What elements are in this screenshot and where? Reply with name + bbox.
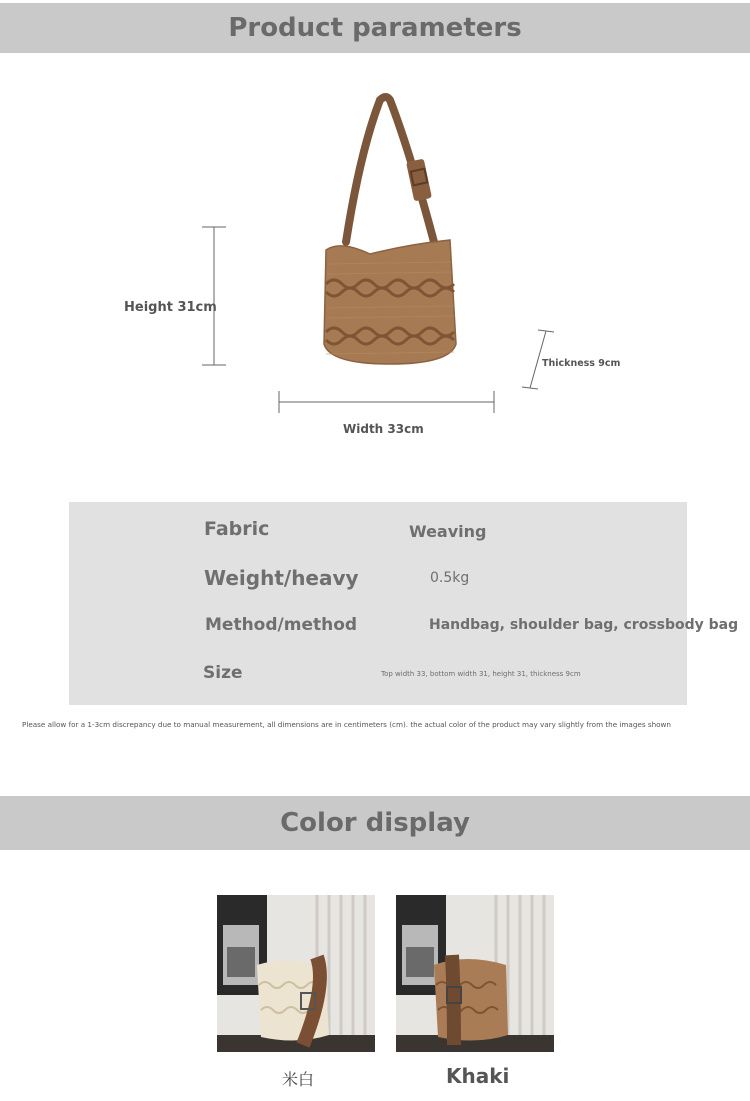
section-title: Color display xyxy=(280,808,470,838)
section-title: Product parameters xyxy=(228,13,522,43)
color-swatch-khaki[interactable] xyxy=(396,895,554,1052)
spec-label-method: Method/method xyxy=(205,615,358,635)
height-dimension-line xyxy=(196,222,232,372)
color-name-khaki: Khaki xyxy=(446,1064,510,1088)
spec-label-weight: Weight/heavy xyxy=(204,566,359,590)
width-label: Width 33cm xyxy=(343,422,424,436)
product-parameters-banner xyxy=(0,3,750,53)
khaki-bag-photo xyxy=(396,895,554,1052)
bag-illustration xyxy=(300,92,470,372)
spec-label-fabric: Fabric xyxy=(204,518,270,540)
color-name-cream: 米白 xyxy=(282,1070,315,1089)
spec-table xyxy=(69,502,739,705)
measurement-note: Please allow for a 1-3cm discrepancy due to manual measurement, all dimensions are in centimeters (cm). the actual color of the product may vary slightly from the images shown xyxy=(22,720,671,729)
color-swatch-cream[interactable] xyxy=(217,895,375,1052)
spec-value-weight: 0.5kg xyxy=(430,570,470,586)
color-display-banner xyxy=(0,796,750,850)
spec-value-size: Top width 33, bottom width 31, height 31, thickness 9cm xyxy=(381,670,581,678)
spec-label-size: Size xyxy=(203,663,243,683)
spec-value-fabric: Weaving xyxy=(409,522,487,541)
spec-value-method: Handbag, shoulder bag, crossbody bag xyxy=(429,617,739,633)
width-dimension-line xyxy=(274,388,500,416)
thickness-label: Thickness 9cm xyxy=(542,358,621,369)
cream-bag-photo xyxy=(217,895,375,1052)
height-label: Height 31cm xyxy=(124,300,217,315)
